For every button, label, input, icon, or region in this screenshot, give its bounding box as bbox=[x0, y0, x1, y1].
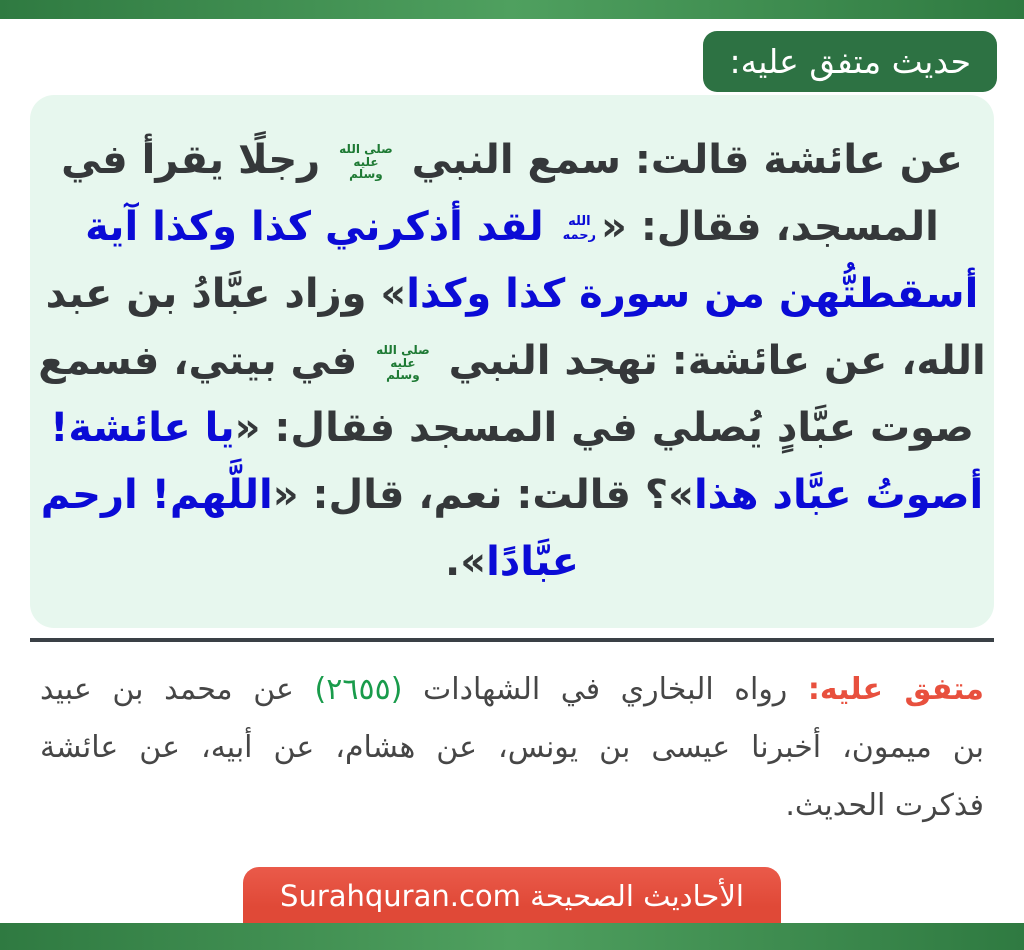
hadith-plain-text: صوت عبَّادٍ يُصلي في المسجد فقال: « bbox=[234, 405, 974, 451]
divider-line bbox=[30, 638, 994, 642]
hadith-plain-text: ». bbox=[445, 539, 487, 585]
salla-allahu-alayhi-wa-sallam-symbol: صلى الله عليه وسلم bbox=[339, 142, 393, 182]
hadith-highlight-text: لقد أذكرني كذا وكذا آية bbox=[85, 204, 558, 250]
narration-chain-text: عن محمد بن عبيد bbox=[40, 672, 315, 707]
narration-chain-text: بن ميمون، أخبرنا عيسى بن يونس، عن هشام، عن أبيه، عن عائشة bbox=[40, 730, 984, 765]
hadith-line bbox=[85, 194, 939, 261]
hadith-number: (٢٦٥٥) bbox=[314, 672, 403, 707]
hadith-plain-text: عن عائشة قالت: سمع النبي bbox=[397, 137, 963, 183]
hadith-highlight-text: اللَّهم! ارحم bbox=[40, 472, 273, 518]
rahimahu-allah-symbol: الله رحمه bbox=[562, 214, 597, 243]
attribution-text bbox=[40, 661, 984, 835]
attribution-line bbox=[40, 777, 984, 835]
hadith-plain-text: »؟ قالت: نعم، قال: « bbox=[272, 472, 694, 518]
hadith-plain-text: » وزاد عبَّادُ بن عبد bbox=[45, 271, 407, 317]
hadith-plain-text: المسجد، فقال: « bbox=[601, 204, 939, 250]
hadith-type-badge bbox=[703, 31, 997, 92]
hadith-line bbox=[41, 462, 983, 529]
hadith-highlight-text: عبَّادًا bbox=[486, 539, 579, 585]
hadith-line bbox=[445, 529, 579, 596]
hadith-highlight-text: أسقطتُّهن من سورة كذا وكذا bbox=[406, 271, 979, 317]
bottom-green-bar bbox=[0, 923, 1024, 950]
hadith-highlight-text: يا عائشة! bbox=[50, 405, 235, 451]
site-badge[interactable] bbox=[243, 867, 781, 924]
site-badge-label: الأحاديث الصحيحة Surahquran.com bbox=[280, 878, 744, 913]
narration-chain-text: فذكرت الحديث. bbox=[785, 788, 984, 823]
hadith-plain-text: في بيتي، فسمع bbox=[38, 338, 372, 384]
hadith-plain-text: الله، عن عائشة: تهجد النبي bbox=[434, 338, 986, 384]
hadith-line bbox=[50, 395, 974, 462]
grading-label: متفق عليه: bbox=[807, 672, 984, 707]
hadith-type-label: حديث متفق عليه: bbox=[729, 42, 971, 81]
hadith-plain-text: رجلًا يقرأ في bbox=[61, 137, 335, 183]
narration-chain-text: رواه البخاري في الشهادات bbox=[402, 672, 808, 707]
hadith-line bbox=[46, 261, 979, 328]
salla-allahu-alayhi-wa-sallam-symbol: صلى الله عليه وسلم bbox=[376, 343, 430, 383]
hadith-line bbox=[61, 127, 963, 194]
hadith-line bbox=[38, 328, 985, 395]
hadith-text-box bbox=[30, 95, 994, 628]
top-green-bar bbox=[0, 0, 1024, 19]
attribution-line bbox=[40, 719, 984, 777]
hadith-highlight-text: أصوتُ عبَّاد هذا bbox=[693, 472, 984, 518]
attribution-line bbox=[40, 661, 984, 719]
